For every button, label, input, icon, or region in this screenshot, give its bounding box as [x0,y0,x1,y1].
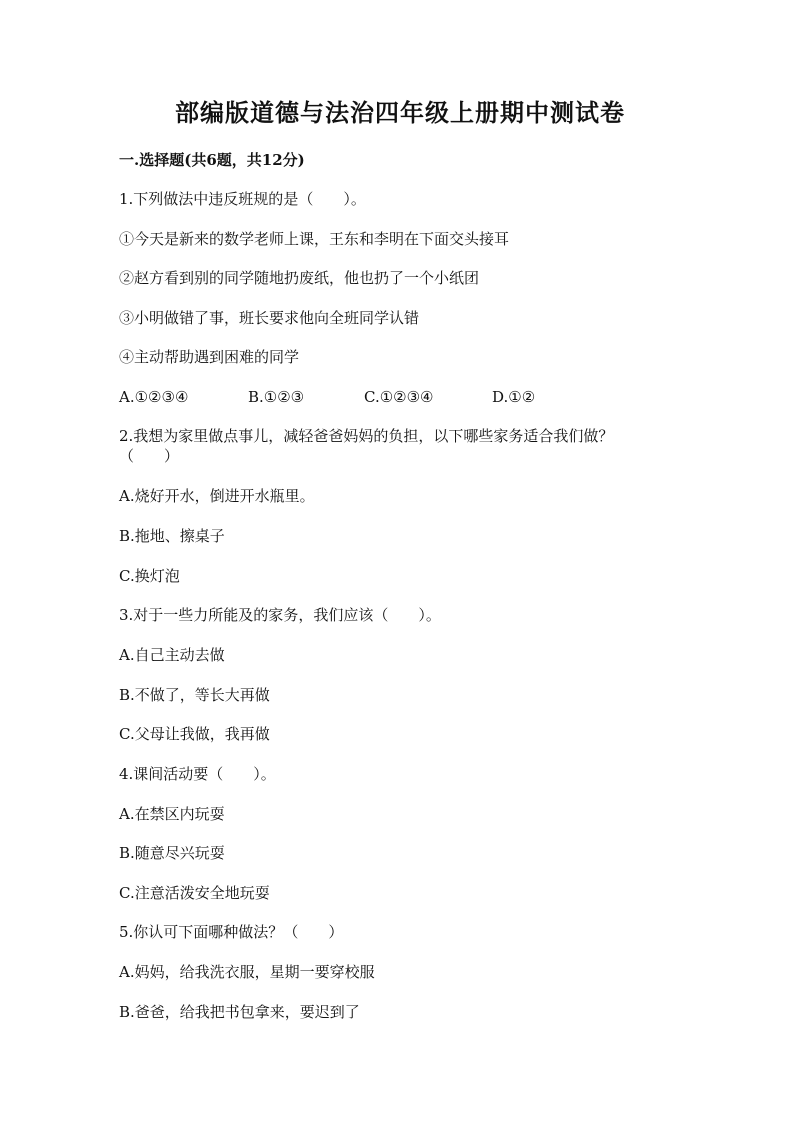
question-5-option-b: B.爸爸，给我把书包拿来，要迟到了 [119,1003,360,1021]
question-1-option-c: C.①②③④ [364,388,434,406]
question-1-item-3: ③小明做错了事，班长要求他向全班同学认错 [119,309,420,327]
question-1-item-2: ②赵方看到别的同学随地扔废纸，他也扔了一个小纸团 [119,269,480,287]
question-3-option-c: C.父母让我做，我再做 [119,725,270,743]
question-3-stem: 3.对于一些力所能及的家务，我们应该（ ）。 [119,606,441,624]
question-2-option-a: A.烧好开水，倒进开水瓶里。 [119,487,315,505]
question-4-option-b: B.随意尽兴玩耍 [119,844,225,862]
question-5-option-a: A.妈妈，给我洗衣服，星期一要穿校服 [119,963,375,981]
section-heading: 一.选择题(共6题，共12分) [119,151,305,169]
question-2-stem: 2.我想为家里做点事儿，减轻爸爸妈妈的负担，以下哪些家务适合我们做？ [119,427,614,445]
question-2-option-c: C.换灯泡 [119,567,180,585]
question-2-stem-continuation: （ ） [119,447,180,465]
question-1-item-4: ④主动帮助遇到困难的同学 [119,348,300,366]
question-4-option-a: A.在禁区内玩耍 [119,805,225,823]
page-title: 部编版道德与法治四年级上册期中测试卷 [175,98,625,127]
question-3-option-b: B.不做了，等长大再做 [119,686,270,704]
question-1-options [119,387,679,407]
question-1-item-1: ①今天是新来的数学老师上课，王东和李明在下面交头接耳 [119,230,510,248]
question-1-option-a: A.①②③④ [119,388,189,406]
question-1-option-b: B.①②③ [248,388,305,406]
question-4-stem: 4.课间活动要（ ）。 [119,765,276,783]
question-3-option-a: A.自己主动去做 [119,646,225,664]
question-1-option-d: D.①② [492,388,536,406]
question-4-option-c: C.注意活泼安全地玩耍 [119,884,270,902]
question-2-option-b: B.拖地、擦桌子 [119,527,225,545]
question-5-stem: 5.你认可下面哪种做法？（ ） [119,923,344,941]
question-1-stem: 1.下列做法中违反班规的是（ ）。 [119,190,366,208]
